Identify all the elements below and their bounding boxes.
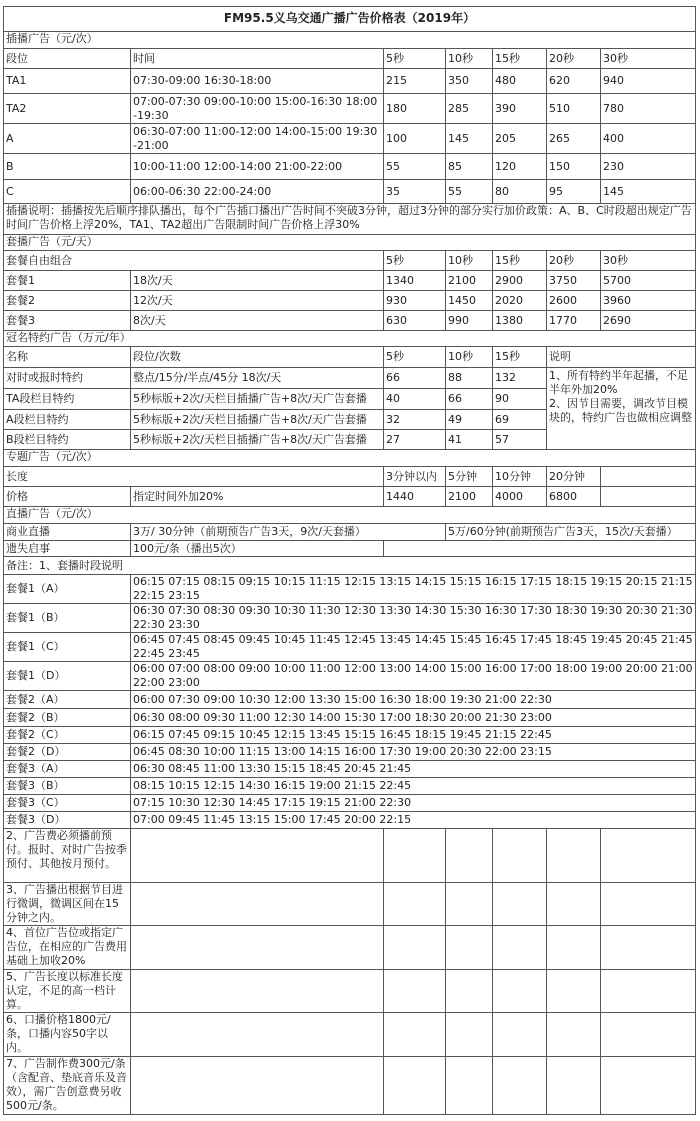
price-note: 指定时间外加20% xyxy=(131,487,384,507)
price-cell: 80 xyxy=(493,180,547,204)
table-row xyxy=(4,69,696,94)
slot-cell: TA2 xyxy=(4,94,131,124)
empty-cell xyxy=(446,1013,493,1057)
empty-cell xyxy=(446,829,493,883)
time-cell: 06:00-06:30 22:00-24:00 xyxy=(131,180,384,204)
price-cell: 55 xyxy=(384,154,446,180)
notes-title-row xyxy=(4,557,696,575)
empty-cell xyxy=(547,883,601,926)
price-cell: 630 xyxy=(384,311,446,331)
price-cell: 2900 xyxy=(493,271,547,291)
column-header: 套餐自由组合 xyxy=(4,251,384,271)
price-cell: 1770 xyxy=(547,311,601,331)
price-cell: 1380 xyxy=(493,311,547,331)
table-row xyxy=(4,368,696,389)
schedule-times: 06:45 07:45 08:45 09:45 10:45 11:45 12:45 13:45 14:45 15:45 16:45 17:45 18:45 19:45 20:45 21:45 22:45 23:45 xyxy=(131,633,696,662)
schedule-name: 套餐2（B） xyxy=(4,709,131,727)
empty-cell xyxy=(131,926,384,970)
price-cell: 1340 xyxy=(384,271,446,291)
table-row xyxy=(4,124,696,154)
column-header: 15秒 xyxy=(493,251,547,271)
schedule-row xyxy=(4,795,696,812)
schedule-times: 06:15 07:45 09:15 10:45 12:15 13:45 15:15 16:45 18:15 19:45 21:15 22:45 xyxy=(131,727,696,744)
column-header: 5秒 xyxy=(384,347,446,368)
sponsor-desc: 5秒标版+2次/天栏目插播广告+8次/天广告套播 xyxy=(131,389,384,410)
table-row xyxy=(4,467,696,487)
column-header: 名称 xyxy=(4,347,131,368)
price-cell: 350 xyxy=(446,69,493,94)
empty-cell xyxy=(601,829,696,883)
empty-cell xyxy=(131,970,384,1013)
length-cell: 5分钟 xyxy=(446,467,493,487)
column-header: 20秒 xyxy=(547,251,601,271)
commerce-b: 5万/60分钟(前期预告广告3天，15次/天套播） xyxy=(446,524,696,541)
table-row xyxy=(4,524,696,541)
column-header: 30秒 xyxy=(601,49,696,69)
table-row xyxy=(4,311,696,331)
price-cell: 230 xyxy=(601,154,696,180)
price-cell: 4000 xyxy=(493,487,547,507)
remark-row xyxy=(4,1057,696,1115)
package-freq: 8次/天 xyxy=(131,311,384,331)
column-header: 时间 xyxy=(131,49,384,69)
sponsor-desc: 整点/15分/半点/45分 18次/天 xyxy=(131,368,384,389)
empty-cell xyxy=(446,970,493,1013)
price-cell: 930 xyxy=(384,291,446,311)
empty-cell xyxy=(131,883,384,926)
schedule-row xyxy=(4,633,696,662)
empty-cell xyxy=(384,829,446,883)
sponsor-desc: 5秒标版+2次/天栏目插播广告+8次/天广告套播 xyxy=(131,410,384,430)
price-cell: 57 xyxy=(493,430,547,450)
price-cell: 940 xyxy=(601,69,696,94)
price-cell: 2100 xyxy=(446,487,493,507)
schedule-times: 06:15 07:15 08:15 09:15 10:15 11:15 12:15 13:15 14:15 15:15 16:15 17:15 18:15 19:15 20:15 21:15 22:15 23:15 xyxy=(131,575,696,604)
price-cell: 100 xyxy=(384,124,446,154)
remark-list xyxy=(4,829,696,1115)
price-cell: 390 xyxy=(493,94,547,124)
price-label: 价格 xyxy=(4,487,131,507)
lost-text: 100元/条（播出5次） xyxy=(131,541,384,557)
schedule-times: 06:00 07:30 09:00 10:30 12:00 13:30 15:00 16:30 18:00 19:30 21:00 22:30 xyxy=(131,691,696,709)
price-cell: 90 xyxy=(493,389,547,410)
empty-cell xyxy=(446,926,493,970)
price-cell: 145 xyxy=(446,124,493,154)
package-name: 套餐3 xyxy=(4,311,131,331)
notes-title: 备注：1、套播时段说明 xyxy=(4,557,696,575)
slot-cell: TA1 xyxy=(4,69,131,94)
price-cell: 150 xyxy=(547,154,601,180)
empty-cell xyxy=(446,883,493,926)
schedule-row xyxy=(4,812,696,829)
price-cell: 2100 xyxy=(446,271,493,291)
remark-text: 4、首位广告位或指定广告位，在相应的广告费用基础上加收20% xyxy=(4,926,131,970)
special-header: 专题广告（元/次） xyxy=(4,450,696,467)
schedule-name: 套餐3（B） xyxy=(4,778,131,795)
slot-cell: B xyxy=(4,154,131,180)
lost-label: 遗失启事 xyxy=(4,541,131,557)
table-row xyxy=(4,541,696,557)
sponsor-name: B段栏目特约 xyxy=(4,430,131,450)
empty-cell xyxy=(601,487,696,507)
schedule-times: 06:45 08:30 10:00 11:15 13:00 14:15 16:00 17:30 19:00 20:30 22:00 23:15 xyxy=(131,744,696,761)
empty-cell xyxy=(384,541,696,557)
column-header: 20秒 xyxy=(547,49,601,69)
schedule-name: 套餐2（D） xyxy=(4,744,131,761)
table-row xyxy=(4,180,696,204)
price-cell: 990 xyxy=(446,311,493,331)
table-header-row xyxy=(4,347,696,368)
price-cell: 69 xyxy=(493,410,547,430)
price-cell: 95 xyxy=(547,180,601,204)
remark-row xyxy=(4,1013,696,1057)
empty-cell xyxy=(384,1057,446,1115)
schedule-times: 08:15 10:15 12:15 14:30 16:15 19:00 21:15 22:45 xyxy=(131,778,696,795)
package-freq: 12次/天 xyxy=(131,291,384,311)
section-header xyxy=(4,235,696,251)
table-header-row xyxy=(4,251,696,271)
price-cell: 6800 xyxy=(547,487,601,507)
package-freq: 18次/天 xyxy=(131,271,384,291)
remark-text: 6、口播价格1800元/条，口播内容50字以内。 xyxy=(4,1013,131,1057)
price-cell: 66 xyxy=(384,368,446,389)
sponsor-name: 对时或报时特约 xyxy=(4,368,131,389)
empty-cell xyxy=(131,829,384,883)
schedule-times: 06:00 07:00 08:00 09:00 10:00 11:00 12:00 13:00 14:00 15:00 16:00 17:00 18:00 19:00 20:00 21:00 22:00 23:00 xyxy=(131,662,696,691)
column-header: 15秒 xyxy=(493,347,547,368)
empty-cell xyxy=(547,926,601,970)
table-row xyxy=(4,291,696,311)
empty-cell xyxy=(601,1057,696,1115)
price-cell: 780 xyxy=(601,94,696,124)
schedule-name: 套餐1（B） xyxy=(4,604,131,633)
empty-cell xyxy=(547,829,601,883)
section-header xyxy=(4,507,696,524)
price-cell: 32 xyxy=(384,410,446,430)
remark-row xyxy=(4,926,696,970)
empty-cell xyxy=(384,970,446,1013)
title-row xyxy=(4,7,696,32)
price-cell: 132 xyxy=(493,368,547,389)
column-header: 10秒 xyxy=(446,347,493,368)
price-cell: 120 xyxy=(493,154,547,180)
empty-cell xyxy=(601,1013,696,1057)
empty-cell xyxy=(493,1057,547,1115)
column-header: 10秒 xyxy=(446,251,493,271)
commerce-a: 3万/ 30分钟（前期预告广告3天，9次/天套播） xyxy=(131,524,446,541)
schedule-row xyxy=(4,727,696,744)
table-row xyxy=(4,94,696,124)
empty-cell xyxy=(384,883,446,926)
insert-note: 插播说明：插播按先后顺序排队播出，每个广告插口播出广告时间不突破3分钟，超过3分钟的部分实行加价政策：A、B、C时段超出规定广告时间广告价格上浮20%，TA1、TA2超出广告限制时间广告价格上浮30% xyxy=(4,204,696,235)
price-cell: 49 xyxy=(446,410,493,430)
schedule-times: 07:00 09:45 11:45 13:15 15:00 17:45 20:00 22:15 xyxy=(131,812,696,829)
price-cell: 205 xyxy=(493,124,547,154)
remark-row xyxy=(4,883,696,926)
length-cell: 3分钟以内 xyxy=(384,467,446,487)
schedule-row xyxy=(4,778,696,795)
table-row xyxy=(4,154,696,180)
schedule-row xyxy=(4,761,696,778)
schedule-name: 套餐1（A） xyxy=(4,575,131,604)
time-cell: 07:30-09:00 16:30-18:00 xyxy=(131,69,384,94)
table-header-row xyxy=(4,49,696,69)
price-cell: 265 xyxy=(547,124,601,154)
length-cell: 20分钟 xyxy=(547,467,601,487)
schedule-name: 套餐3（D） xyxy=(4,812,131,829)
schedule-name: 套餐1（C） xyxy=(4,633,131,662)
price-cell: 66 xyxy=(446,389,493,410)
column-header: 30秒 xyxy=(601,251,696,271)
remark-text: 7、广告制作费300元/条（含配音、垫底音乐及音效），需广告创意费另收500元/条。 xyxy=(4,1057,131,1115)
empty-cell xyxy=(493,970,547,1013)
package-header: 套播广告（元/天） xyxy=(4,235,696,251)
column-header: 10秒 xyxy=(446,49,493,69)
empty-cell xyxy=(547,970,601,1013)
column-header: 5秒 xyxy=(384,251,446,271)
time-cell: 10:00-11:00 12:00-14:00 21:00-22:00 xyxy=(131,154,384,180)
empty-cell xyxy=(384,926,446,970)
sponsor-header: 冠名特约广告（万元/年） xyxy=(4,331,696,347)
schedule-row xyxy=(4,662,696,691)
empty-cell xyxy=(131,1013,384,1057)
price-table xyxy=(3,6,696,1115)
schedule-row xyxy=(4,604,696,633)
column-header: 段位/次数 xyxy=(131,347,384,368)
empty-cell xyxy=(601,926,696,970)
price-cell: 1450 xyxy=(446,291,493,311)
column-header: 15秒 xyxy=(493,49,547,69)
price-cell: 400 xyxy=(601,124,696,154)
schedule-name: 套餐2（C） xyxy=(4,727,131,744)
empty-cell xyxy=(446,1057,493,1115)
price-cell: 2020 xyxy=(493,291,547,311)
price-cell: 1440 xyxy=(384,487,446,507)
remark-text: 2、广告费必须播前预付。报时、对时广告按季预付、其他按月预付。 xyxy=(4,829,131,883)
schedule-name: 套餐3（C） xyxy=(4,795,131,812)
empty-cell xyxy=(493,926,547,970)
empty-cell xyxy=(131,1057,384,1115)
price-cell: 180 xyxy=(384,94,446,124)
table-row xyxy=(4,487,696,507)
schedule-times: 06:30 08:00 09:30 11:00 12:30 14:00 15:30 17:00 18:30 20:00 21:30 23:00 xyxy=(131,709,696,727)
empty-cell xyxy=(384,1013,446,1057)
remark-text: 3、广告播出根据节目进行微调，微调区间在15分钟之内。 xyxy=(4,883,131,926)
empty-cell xyxy=(547,1057,601,1115)
remark-row xyxy=(4,829,696,883)
remark-text: 5、广告长度以标准长度认定，不足的高一档计算。 xyxy=(4,970,131,1013)
empty-cell xyxy=(493,829,547,883)
slot-cell: A xyxy=(4,124,131,154)
sponsor-desc: 5秒标版+2次/天栏目插播广告+8次/天广告套播 xyxy=(131,430,384,450)
price-cell: 3750 xyxy=(547,271,601,291)
table-row xyxy=(4,271,696,291)
schedule-row xyxy=(4,575,696,604)
price-cell: 27 xyxy=(384,430,446,450)
empty-cell xyxy=(601,970,696,1013)
price-cell: 40 xyxy=(384,389,446,410)
section-header xyxy=(4,331,696,347)
schedule-row xyxy=(4,709,696,727)
price-cell: 215 xyxy=(384,69,446,94)
price-cell: 88 xyxy=(446,368,493,389)
schedule-row xyxy=(4,691,696,709)
price-cell: 620 xyxy=(547,69,601,94)
section-header xyxy=(4,450,696,467)
length-cell: 10分钟 xyxy=(493,467,547,487)
price-cell: 285 xyxy=(446,94,493,124)
price-cell: 35 xyxy=(384,180,446,204)
length-label: 长度 xyxy=(4,467,384,487)
schedule-row xyxy=(4,744,696,761)
price-cell: 2600 xyxy=(547,291,601,311)
schedule-name: 套餐1（D） xyxy=(4,662,131,691)
insert-header: 插播广告（元/次） xyxy=(4,32,696,49)
empty-cell xyxy=(493,883,547,926)
empty-cell xyxy=(547,1013,601,1057)
slot-cell: C xyxy=(4,180,131,204)
column-header: 5秒 xyxy=(384,49,446,69)
price-cell: 85 xyxy=(446,154,493,180)
schedule-name: 套餐2（A） xyxy=(4,691,131,709)
remark-row xyxy=(4,970,696,1013)
empty-cell xyxy=(601,467,696,487)
sponsor-remark: 1、所有特约半年起播，不足半年外加20% 2、因节目需要，调改节目模块的，特约广告也做相应调整 xyxy=(547,368,696,450)
schedule-times: 07:15 10:30 12:30 14:45 17:15 19:15 21:00 22:30 xyxy=(131,795,696,812)
price-cell: 2690 xyxy=(601,311,696,331)
price-cell: 480 xyxy=(493,69,547,94)
commerce-label: 商业直播 xyxy=(4,524,131,541)
schedule-list xyxy=(4,575,696,829)
time-cell: 07:00-07:30 09:00-10:00 15:00-16:30 18:00-19:30 xyxy=(131,94,384,124)
column-header: 段位 xyxy=(4,49,131,69)
time-cell: 06:30-07:00 11:00-12:00 14:00-15:00 19:30-21:00 xyxy=(131,124,384,154)
insert-note-row xyxy=(4,204,696,235)
empty-cell xyxy=(493,1013,547,1057)
price-cell: 145 xyxy=(601,180,696,204)
price-cell: 510 xyxy=(547,94,601,124)
sponsor-name: A段栏目特约 xyxy=(4,410,131,430)
column-header: 说明 xyxy=(547,347,696,368)
empty-cell xyxy=(601,883,696,926)
sponsor-name: TA段栏目特约 xyxy=(4,389,131,410)
live-header: 直播广告（元/次） xyxy=(4,507,696,524)
package-name: 套餐2 xyxy=(4,291,131,311)
package-name: 套餐1 xyxy=(4,271,131,291)
price-cell: 55 xyxy=(446,180,493,204)
section-header xyxy=(4,32,696,49)
schedule-times: 06:30 07:30 08:30 09:30 10:30 11:30 12:30 13:30 14:30 15:30 16:30 17:30 18:30 19:30 20:30 21:30 22:30 23:30 xyxy=(131,604,696,633)
schedule-times: 06:30 08:45 11:00 13:30 15:15 18:45 20:45 21:45 xyxy=(131,761,696,778)
price-cell: 5700 xyxy=(601,271,696,291)
page-title: FM95.5义乌交通广播广告价格表（2019年） xyxy=(4,7,696,32)
price-cell: 41 xyxy=(446,430,493,450)
price-cell: 3960 xyxy=(601,291,696,311)
schedule-name: 套餐3（A） xyxy=(4,761,131,778)
